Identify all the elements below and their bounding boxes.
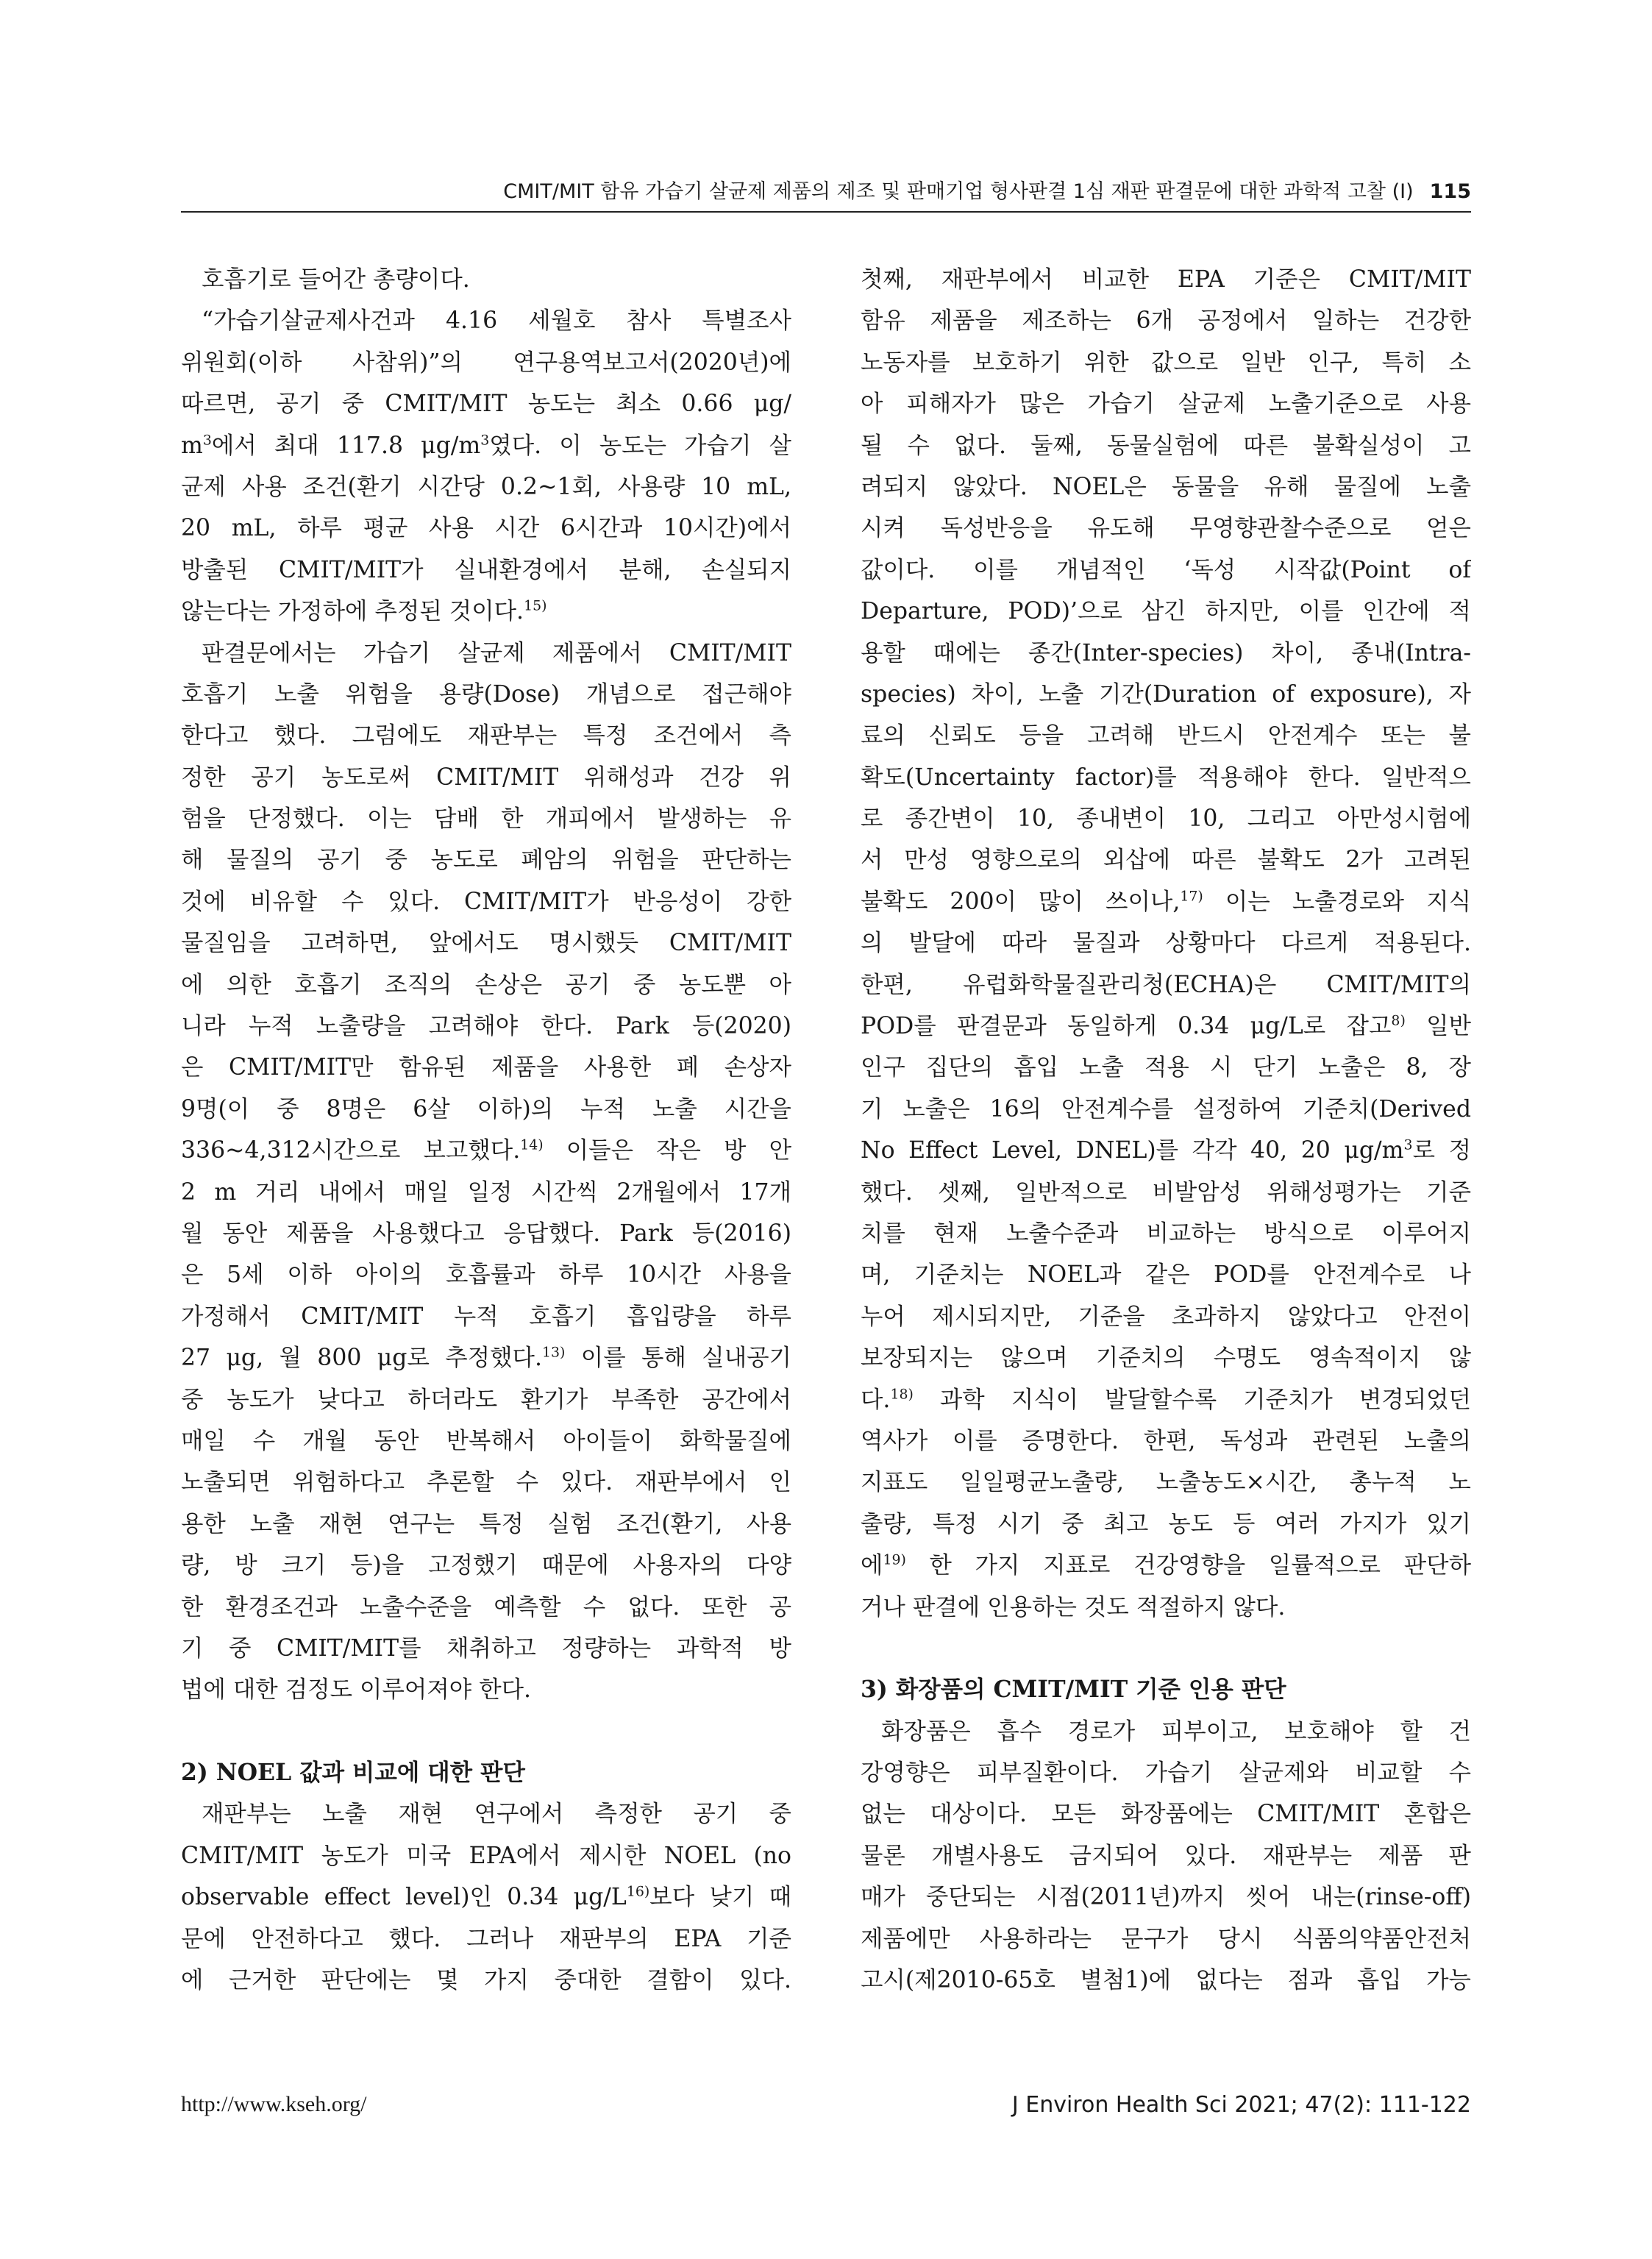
text-line: 용한 노출 재현 연구는 특정 실험 조건(환기, 사용: [181, 1510, 791, 1537]
section-spacer: [181, 1711, 791, 1752]
right-column: [861, 259, 1471, 2001]
text-line: 니라 누적 노출량을 고려해야 한다. Park 등(2020): [181, 1013, 791, 1040]
text-line: 2 m 거리 내에서 매일 일정 시간씩 2개월에서 17개: [181, 1178, 791, 1206]
text-line: 거나 판결에 인용하는 것도 적절하지 않다.: [861, 1593, 1286, 1621]
left-column: [181, 259, 791, 2001]
text-line: 따르면, 공기 중 CMIT/MIT 농도는 최소 0.66 μg/: [181, 391, 791, 418]
text-line: species) 차이, 노출 기간(Duration of exposure), 자: [861, 680, 1471, 708]
text-line: 한다고 했다. 그럼에도 재판부는 특정 조건에서 측: [181, 722, 791, 750]
text-line: 보장되지는 않으며 기준치의 수명도 영속적이지 않: [861, 1345, 1471, 1372]
text-line: 에$^{19)}$ 한 가지 지표로 건강영향을 일률적으로 판단하: [861, 1551, 1471, 1579]
text-line: 27 μg, 월 800 μg로 추정했다.$^{13)}$ 이를 통해 실내공기: [181, 1344, 791, 1372]
text-line: 해 물질의 공기 중 농도로 폐암의 위험을 판단하는: [181, 847, 791, 874]
text-line: 했다. 셋째, 일반적으로 비발암성 위해성평가는 기준: [861, 1178, 1471, 1206]
section-heading: 2) NOEL 값과 비교에 대한 판단: [181, 1759, 525, 1787]
text-line: 고시(제2010-65호 별첨1)에 없다는 점과 흡입 가능: [861, 1967, 1471, 1994]
text-line: 것에 비유할 수 있다. CMIT/MIT가 반응성이 강한: [181, 888, 791, 915]
text-line: 의 발달에 따라 물질과 상황마다 다르게 적용된다.: [861, 930, 1471, 957]
text-line: 료의 신뢰도 등을 고려해 반드시 안전계수 또는 불: [861, 722, 1471, 750]
text-line: 336~4,312시간으로 보고했다.$^{14)}$ 이들은 작은 방 안: [181, 1136, 791, 1164]
text-line: 재판부는 노출 재현 연구에서 측정한 공기 중: [202, 1801, 791, 1828]
text-line: 아 피해자가 많은 가습기 살균제 노출기준으로 사용: [861, 391, 1471, 418]
page-number: 115: [1429, 180, 1471, 203]
text-line: 불확도 200이 많이 쓰이나,$^{17)}$ 이는 노출경로와 지식: [861, 888, 1471, 915]
text-line: 가정해서 CMIT/MIT 누적 호흡기 흡입량을 하루: [181, 1303, 791, 1330]
text-line: 용할 때에는 종간(Inter-species) 차이, 종내(Intra-: [861, 639, 1471, 666]
text-line: 문에 안전하다고 했다. 그러나 재판부의 EPA 기준: [181, 1925, 791, 1952]
text-line: 화장품은 흡수 경로가 피부이고, 보호해야 할 건: [881, 1718, 1471, 1745]
text-line: 법에 대한 검정도 이루어져야 한다.: [181, 1676, 532, 1704]
text-line: 험을 단정했다. 이는 담배 한 개피에서 발생하는 유: [181, 805, 791, 833]
text-line: 균제 사용 조건(환기 시간당 0.2~1회, 사용량 10 mL,: [181, 473, 791, 500]
text-line: 다.$^{18)}$ 과학 지식이 발달할수록 기준치가 변경되었던: [861, 1386, 1471, 1413]
text-line: 정한 공기 농도로써 CMIT/MIT 위해성과 건강 위: [181, 764, 791, 791]
text-line: 매가 중단되는 시점(2011년)까지 씻어 내는(rinse-off): [861, 1884, 1471, 1911]
text-line: 물론 개별사용도 금지되어 있다. 재판부는 제품 판: [861, 1842, 1471, 1869]
running-title: CMIT/MIT 함유 가습기 살균제 제품의 제조 및 판매기업 형사판결 1심 재판 판결문에 대한 과학적 고찰 (I): [503, 180, 1414, 203]
text-line: 은 CMIT/MIT만 함유된 제품을 사용한 폐 손상자: [181, 1054, 791, 1081]
text-line: 에 의한 호흡기 조직의 손상은 공기 중 농도뿐 아: [181, 971, 791, 998]
text-line: 치를 현재 노출수준과 비교하는 방식으로 이루어지: [861, 1220, 1471, 1247]
header-rule: [181, 211, 1471, 213]
text-line: 은 5세 이하 아이의 호흡률과 하루 10시간 사용을: [181, 1262, 791, 1289]
text-line: 강영향은 피부질환이다. 가습기 살균제와 비교할 수: [861, 1760, 1471, 1787]
text-line: 될 수 없다. 둘째, 동물실험에 따른 불확실성이 고: [861, 432, 1471, 459]
text-line: 매일 수 개월 동안 반복해서 아이들이 화학물질에: [181, 1427, 791, 1454]
text-line: “가습기살균제사건과 4.16 세월호 참사 특별조사: [202, 307, 791, 335]
text-line: Departure, POD)’으로 삼긴 하지만, 이를 인간에 적: [861, 598, 1471, 625]
text-line: 9명(이 중 8명은 6살 이하)의 누적 노출 시간을: [181, 1095, 791, 1123]
text-line: 확도(Uncertainty factor)를 적용해야 한다. 일반적으: [861, 764, 1471, 791]
text-line: 한 환경조건과 노출수준을 예측할 수 없다. 또한 공: [181, 1593, 791, 1621]
section-spacer: [861, 1628, 1471, 1669]
text-line: observable effect level)인 0.34 $\mu g/L^{16)}$보다 낮기 때: [181, 1883, 791, 1911]
text-line: 며, 기준치는 NOEL과 같은 POD를 안전계수로 나: [861, 1262, 1471, 1289]
text-line: 역사가 이를 증명한다. 한편, 독성과 관련된 노출의: [861, 1427, 1471, 1454]
text-line: 기 중 CMIT/MIT를 채취하고 정량하는 과학적 방: [181, 1634, 791, 1662]
text-line: 서 만성 영향으로의 외삽에 따른 불확도 2가 고려된: [861, 847, 1471, 874]
footer-url[interactable]: http://www.kseh.org/: [181, 2092, 367, 2116]
running-header: [181, 175, 1471, 207]
text-line: 제품에만 사용하라는 문구가 당시 식품의약품안전처: [861, 1925, 1471, 1952]
text-line: 호흡기 노출 위험을 용량(Dose) 개념으로 접근해야: [181, 680, 791, 708]
text-line: 20 mL, 하루 평균 사용 시간 6시간과 10시간)에서: [181, 515, 791, 542]
text-line: 려되지 않았다. NOEL은 동물을 유해 물질에 노출: [861, 473, 1471, 500]
text-line: 호흡기로 들어간 총량이다.: [202, 266, 470, 293]
text-line: 시켜 독성반응을 유도해 무영향관찰수준으로 얻은: [861, 515, 1471, 542]
text-line: 노동자를 보호하기 위한 값으로 일반 인구, 특히 소: [861, 349, 1471, 376]
section-heading: 3) 화장품의 CMIT/MIT 기준 인용 판단: [861, 1676, 1286, 1704]
text-line: 판결문에서는 가습기 살균제 제품에서 CMIT/MIT: [202, 639, 791, 666]
text-line: 출량, 특정 시기 중 최고 농도 등 여러 가지가 있기: [861, 1510, 1471, 1537]
text-line: 로 종간변이 10, 종내변이 10, 그리고 아만성시험에: [861, 805, 1471, 833]
text-line: 인구 집단의 흡입 노출 적용 시 단기 노출은 8, 장: [861, 1054, 1471, 1081]
text-line: 중 농도가 낮다고 하더라도 환기가 부족한 공간에서: [181, 1386, 791, 1413]
text-line: 방출된 CMIT/MIT가 실내환경에서 분해, 손실되지: [181, 556, 791, 583]
text-line: $m^3$에서 최대 117.8 $\mu g/m^3$였다. 이 농도는 가습기 살: [181, 432, 791, 459]
text-line: 지표도 일일평균노출량, 노출농도×시간, 총누적 노: [861, 1469, 1471, 1496]
text-line: 물질임을 고려하면, 앞에서도 명시했듯 CMIT/MIT: [181, 930, 791, 957]
text-line: 기 노출은 16의 안전계수를 설정하여 기준치(Derived: [861, 1095, 1471, 1123]
text-line: 함유 제품을 제조하는 6개 공정에서 일하는 건강한: [861, 307, 1471, 335]
text-line: 첫째, 재판부에서 비교한 EPA 기준은 CMIT/MIT: [861, 266, 1471, 293]
text-line: CMIT/MIT 농도가 미국 EPA에서 제시한 NOEL (no: [181, 1842, 791, 1869]
text-line: No Effect Level, DNEL)를 각각 40, 20 $\mu g/m^3$로 정: [861, 1136, 1471, 1164]
text-line: 누어 제시되지만, 기준을 초과하지 않았다고 안전이: [861, 1303, 1471, 1330]
text-line: 량, 방 크기 등)을 고정했기 때문에 사용자의 다양: [181, 1552, 791, 1579]
text-line: 노출되면 위험하다고 추론할 수 있다. 재판부에서 인: [181, 1469, 791, 1496]
text-line: 월 동안 제품을 사용했다고 응답했다. Park 등(2016): [181, 1220, 791, 1247]
text-line: POD를 판결문과 동일하게 0.34 μg/L로 잡고$^{8)}$ 일반: [861, 1012, 1471, 1040]
text-line: 값이다. 이를 개념적인 ‘독성 시작값(Point of: [861, 556, 1471, 583]
text-line: 위원회(이하 사참위)”의 연구용역보고서(2020년)에: [181, 349, 791, 376]
text-line: 없는 대상이다. 모든 화장품에는 CMIT/MIT 혼합은: [861, 1801, 1471, 1828]
text-line: 않는다는 가정하에 추정된 것이다.$^{15)}$: [181, 597, 547, 625]
text-line: 한편, 유럽화학물질관리청(ECHA)은 CMIT/MIT의: [861, 971, 1471, 998]
footer-citation: J Environ Health Sci 2021; 47(2): 111-122: [1011, 2092, 1471, 2118]
text-line: 에 근거한 판단에는 몇 가지 중대한 결함이 있다.: [181, 1967, 791, 1994]
